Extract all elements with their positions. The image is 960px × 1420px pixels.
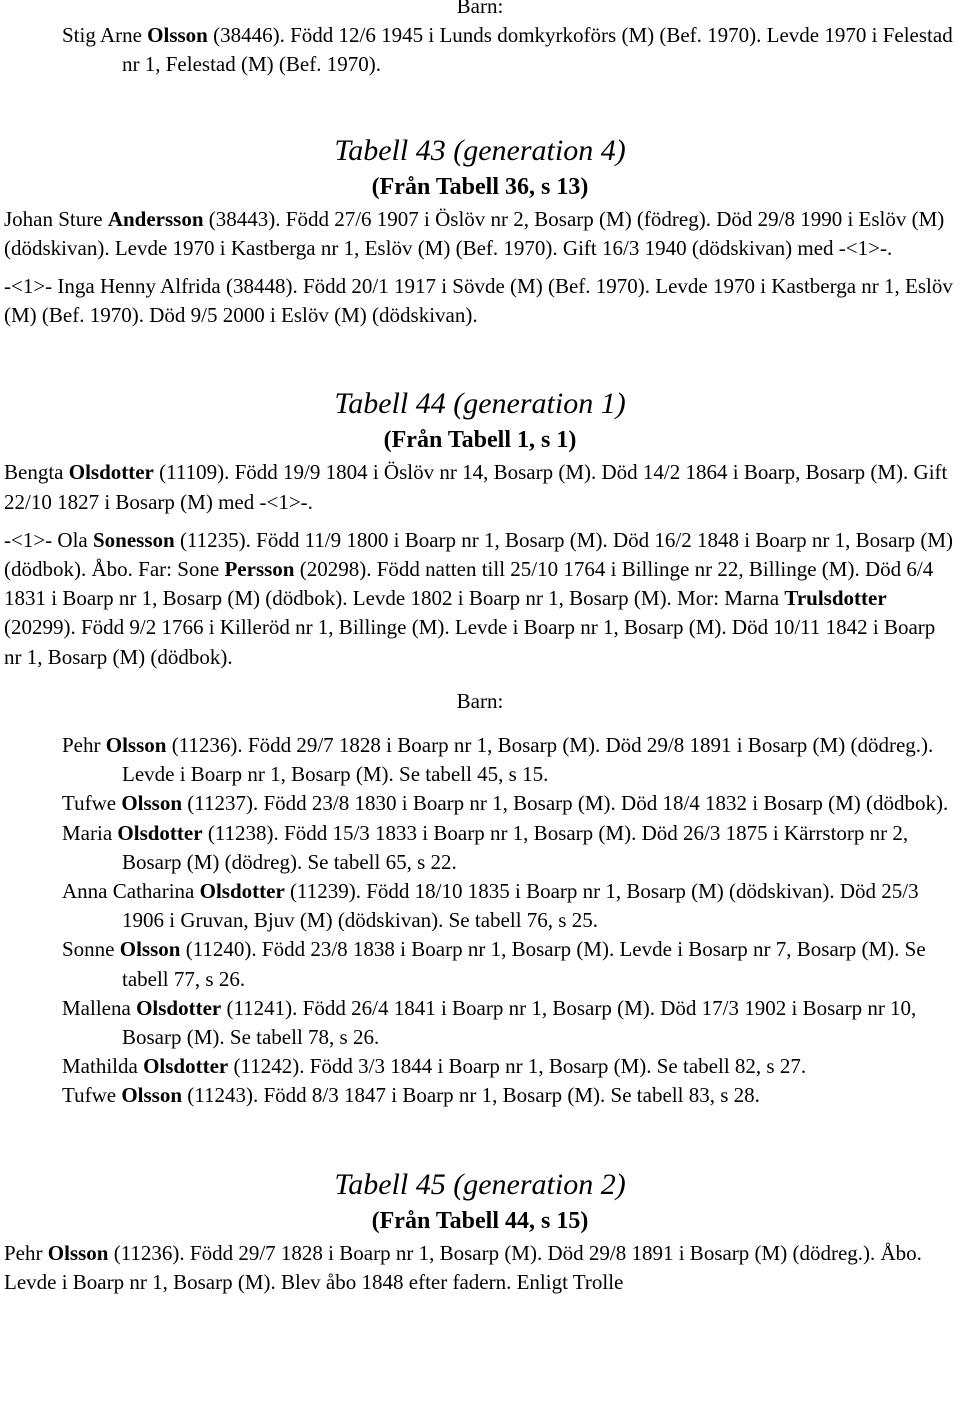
children-list [62, 21, 960, 79]
entry-details: (11237). Född 23/8 1830 i Boarp nr 1, Bosarp (M). Död 18/4 1832 i Bosarp (M) (dödbok). [182, 791, 949, 816]
children-heading: Barn: [456, 688, 504, 713]
surname: Sonesson [93, 527, 175, 552]
surname: Olsson [121, 1083, 183, 1108]
child-entry [62, 1081, 960, 1110]
child-entry [62, 935, 960, 993]
spouse-entry: -<1>- Inga Henny Alfrida (38448). Född 20/1 1917 i Sövde (M) (Bef. 1970). Levde 1970 i Kastberga nr 1, Eslöv (M) (Bef. 1970). Död 9/5 2000 i Eslöv (M) (dödskivan). [4, 274, 953, 328]
table-43-header [0, 133, 960, 205]
main-person-entry [4, 458, 954, 516]
surname: Olsson [119, 937, 181, 962]
given-name: Maria [62, 820, 118, 845]
child-entry [62, 994, 960, 1052]
entry-details: (11243). Född 8/3 1847 i Boarp nr 1, Bosarp (M). Se tabell 83, s 28. [182, 1083, 760, 1108]
father-surname: Persson [224, 557, 295, 582]
entry-details: (38446). Född 12/6 1945 i Lunds domkyrkoförs (M) (Bef. 1970). Levde 1970 i Felestad nr 1, Felestad (M) (Bef. 1970). [122, 23, 953, 77]
entry-details: (11236). Född 29/7 1828 i Boarp nr 1, Bosarp (M). Död 29/8 1891 i Bosarp (M) (dödreg.). Åbo. Levde i Boarp nr 1, Bosarp (M). Blev åbo 1848 efter fadern. Enligt Trolle [4, 1240, 922, 1294]
table-subtitle: (Från Tabell 1, s 1) [383, 427, 577, 454]
entry-details: (11236). Född 29/7 1828 i Boarp nr 1, Bosarp (M). Död 29/8 1891 i Bosarp (M) (dödreg.). Levde i Boarp nr 1, Bosarp (M). Se tabell 45, s 15. [122, 733, 934, 787]
table-subtitle: (Från Tabell 36, s 13) [371, 173, 589, 200]
given-name: Stig Arne [62, 23, 148, 48]
children-list [62, 731, 960, 1111]
child-entry [62, 877, 960, 935]
entry-details: (11235). Född 11/9 1800 i Boarp nr 1, Bosarp (M). Död 16/2 1848 i Boarp nr 1, Bosarp (M) (dödbok). Åbo. Far: Sone [4, 527, 953, 582]
spouse-prefix: -<1>- Ola [4, 527, 93, 552]
given-name: Pehr [4, 1240, 48, 1265]
surname: Andersson [107, 206, 204, 231]
given-name: Tufwe [62, 791, 122, 816]
child-entry [62, 731, 960, 789]
surname: Olsdotter [136, 995, 222, 1020]
entry-details: (20299). Född 9/2 1766 i Killeröd nr 1, Billinge (M). Levde i Boarp nr 1, Bosarp (M). Död 10/11 1842 i Boarp nr 1, Bosarp (M) (dödbok). [4, 615, 936, 669]
table-title: Tabell 44 (generation 1) [334, 387, 626, 421]
child-entry [62, 21, 960, 79]
entry-details: (11240). Född 23/8 1838 i Boarp nr 1, Bosarp (M). Levde i Bosarp nr 7, Bosarp (M). Se tabell 77, s 26. [122, 937, 926, 991]
table-45-header [0, 1167, 960, 1239]
surname: Olsson [105, 733, 167, 758]
children-heading: Barn: [456, 0, 504, 18]
entry-details: (11242). Född 3/3 1844 i Boarp nr 1, Bosarp (M). Se tabell 82, s 27. [228, 1054, 807, 1079]
mother-surname: Trulsdotter [784, 586, 887, 611]
given-name: Sonne [62, 937, 120, 962]
spouse-entry [4, 526, 954, 672]
surname: Olsdotter [68, 460, 154, 485]
entry-details: (11239). Född 18/10 1835 i Boarp nr 1, Bosarp (M) (dödskivan). Död 25/3 1906 i Gruvan, Bjuv (M) (dödskivan). Se tabell 76, s 25. [122, 879, 919, 933]
child-entry [62, 789, 960, 818]
surname: Olsdotter [199, 879, 285, 904]
entry-details: (11109). Född 19/9 1804 i Öslöv nr 14, Bosarp (M). Död 14/2 1864 i Boarp, Bosarp (M). Gift 22/10 1827 i Bosarp (M) med -<1>-. [4, 460, 948, 514]
given-name: Tufwe [62, 1083, 122, 1108]
surname: Olsson [121, 791, 183, 816]
given-name: Pehr [62, 733, 106, 758]
table-subtitle: (Från Tabell 44, s 15) [371, 1207, 589, 1234]
given-name: Mallena [62, 995, 137, 1020]
entry-details: (20298). Född natten till 25/10 1764 i Billinge nr 22, Billinge (M). Död 6/4 1831 i Boarp nr 1, Bosarp (M) (dödbok). Levde 1802 i Boarp nr 1, Bosarp (M). Mor: Marna [4, 557, 934, 611]
given-name: Mathilda [62, 1054, 144, 1079]
entry-details: (38443). Född 27/6 1907 i Öslöv nr 2, Bosarp (M) (födreg). Död 29/8 1990 i Eslöv (M) (dödskivan). Levde 1970 i Kastberga nr 1, Eslöv (M) (Bef. 1970). Gift 16/3 1940 (dödskivan) med -<1>-. [4, 206, 945, 260]
surname: Olsdotter [143, 1054, 229, 1079]
child-entry [62, 1052, 960, 1081]
table-title: Tabell 45 (generation 2) [334, 1167, 626, 1201]
main-person-entry [4, 205, 954, 263]
table-title: Tabell 43 (generation 4) [334, 133, 626, 167]
table-44-header [0, 386, 960, 458]
main-person-entry [4, 1239, 954, 1297]
surname: Olsson [147, 23, 208, 48]
given-name: Johan Sture [4, 206, 108, 231]
surname: Olsson [47, 1240, 109, 1265]
entry-details: (11238). Född 15/3 1833 i Boarp nr 1, Bosarp (M). Död 26/3 1875 i Kärrstorp nr 2, Bosarp (M) (dödreg). Se tabell 65, s 22. [122, 820, 909, 874]
child-entry [62, 819, 960, 877]
given-name: Anna Catharina [62, 879, 200, 904]
entry-details: (11241). Född 26/4 1841 i Boarp nr 1, Bosarp (M). Död 17/3 1902 i Bosarp nr 10, Bosarp (M). Se tabell 78, s 26. [122, 995, 917, 1050]
given-name: Bengta [4, 460, 69, 485]
surname: Olsdotter [117, 820, 203, 845]
